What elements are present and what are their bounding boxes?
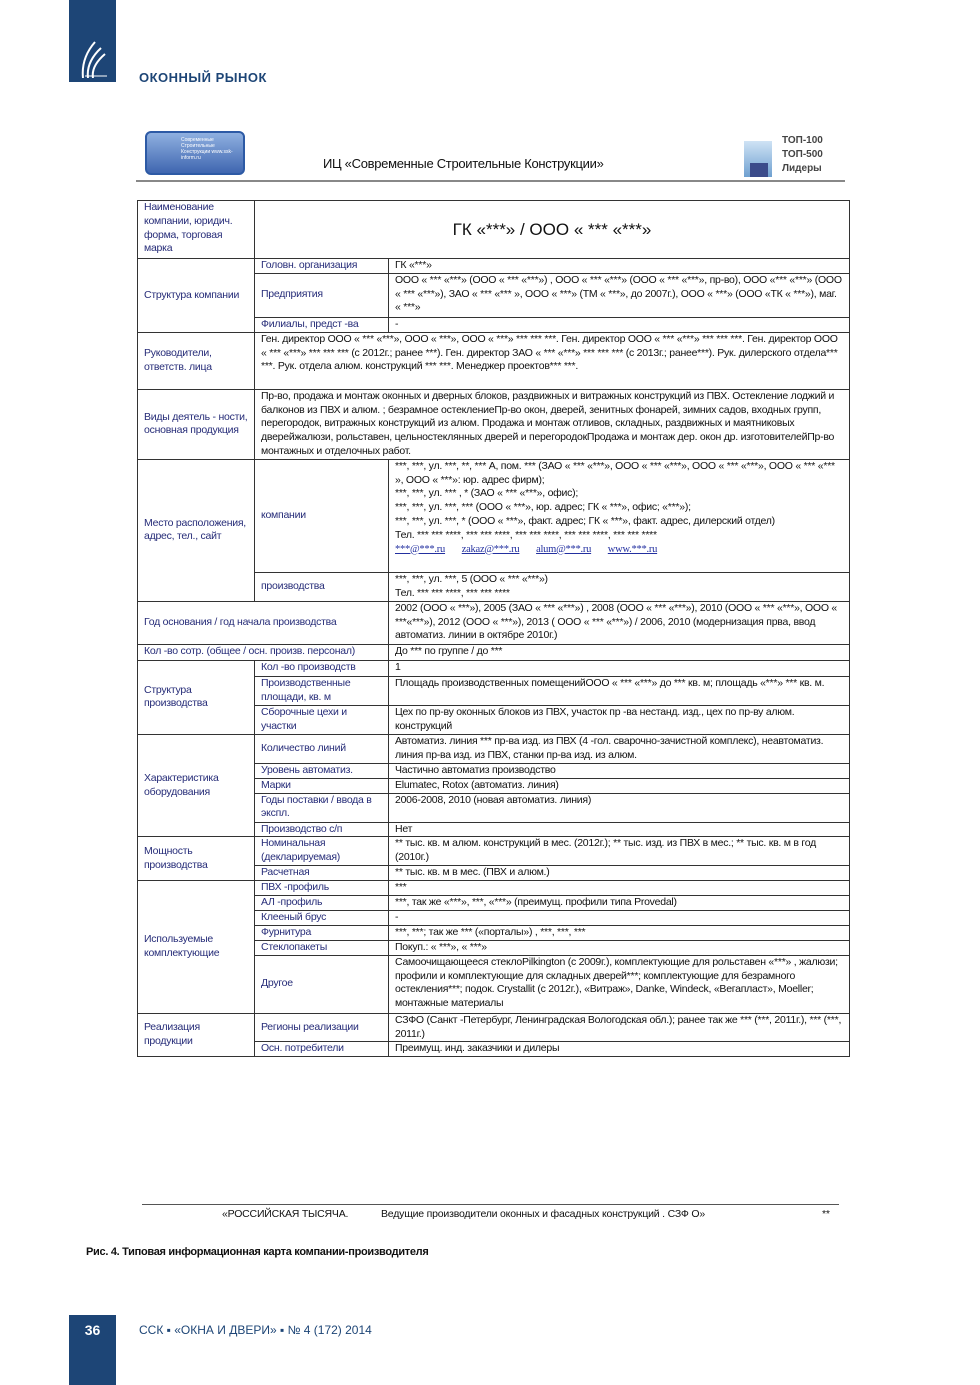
row-label: Структура производства: [138, 660, 255, 734]
row-label: Место расположения, адрес, тел., сайт: [138, 459, 255, 601]
row-value: ГК «***»: [389, 259, 850, 274]
table-row: [138, 734, 850, 763]
top-ratings-logo: [744, 135, 834, 179]
footer-left: «РОССИЙСКАЯ ТЫСЯЧА.: [222, 1208, 349, 1220]
company-name: ГК «***» / ООО « *** «***»: [255, 201, 850, 259]
magazine-logo-icon: [77, 38, 107, 78]
row-sublabel: компании: [255, 459, 389, 572]
row-value: Ген. директор ООО « *** «***», ООО « ***», ООО « ***» *** *** ***. Ген. директор ООО « *** «***» *** *** ***. Ген. директор ООО « *** «***» *** *** *** (с 2012г.; ранее ***). Ген. директор ЗАО « *** «***» *** *** *** (с 2013г.; ранее***). Рук. дилерского отдела*** ***. Рук. отдела алюм. конструкций *** ***. Менеджер проектов*** ***.: [255, 332, 850, 389]
address-line: ***, ***, ул. ***, 5 (ООО « *** «***»): [395, 572, 548, 585]
table-row: [138, 389, 850, 459]
figure-caption: Рис. 4. Типовая информационная карта компании-производителя: [86, 1246, 429, 1258]
row-sublabel: производства: [255, 572, 389, 601]
phone-line: Тел. *** *** ****, *** *** ****: [395, 586, 510, 599]
row-sublabel: Кол -во производств: [255, 660, 389, 676]
row-value: Преимущ. инд. заказчики и дилеры: [389, 1042, 850, 1057]
table-row: [138, 332, 850, 389]
row-sublabel: Сборочные цехи и участки: [255, 705, 389, 734]
table-row: [138, 259, 850, 274]
badge-leaders: Лидеры: [782, 163, 822, 174]
row-label: Используемые комплектующие: [138, 881, 255, 1014]
row-label: Кол -во сотр. (общее / осн. произв. персонал): [138, 644, 389, 660]
row-label: Наименование компании, юридич. форма, торговая марка: [138, 201, 255, 259]
row-value: 1: [389, 660, 850, 676]
row-sublabel: Фурнитура: [255, 925, 389, 940]
row-label: Виды деятель - ности, основная продукция: [138, 389, 255, 459]
row-value: До *** по группе / до ***: [389, 644, 850, 660]
address-line: ***, ***, ул. *** , * (ЗАО « *** «***», офис);: [395, 487, 579, 500]
document-header-title: ИЦ «Современные Строительные Конструкции»: [323, 156, 604, 171]
row-sublabel: Стеклопакеты: [255, 940, 389, 955]
badge-top100: ТОП-100: [782, 135, 823, 146]
row-sublabel: Головн. организация: [255, 259, 389, 274]
row-sublabel: Уровень автоматиз.: [255, 763, 389, 778]
row-value: Частично автоматиз производство: [389, 763, 850, 778]
row-label: Структура компании: [138, 259, 255, 333]
footer-divider: [142, 1204, 839, 1205]
row-value: ***: [389, 881, 850, 896]
house-icon: [744, 141, 772, 177]
row-sublabel: ПВХ -профиль: [255, 881, 389, 896]
row-value: Автоматиз. линия *** пр-ва изд. из ПВХ (4 -гол. сварочно-зачистной комплекс), неавтоматиз. линия пр-ва изд. из ПВХ, станки пр-ва изд. из алюм.: [389, 734, 850, 763]
header-divider: [136, 180, 845, 182]
row-value: ***, ***; так же *** («порталы») , ***, ***, ***: [389, 925, 850, 940]
row-value: Цех по пр-ву оконных блоков из ПВХ, участок пр -ва нестанд. изд., цех по пр-ву алюм. конструкций: [389, 705, 850, 734]
row-value: ** тыс. кв. м в мес. (ПВХ и алюм.): [389, 866, 850, 881]
row-label: Мощность производства: [138, 837, 255, 881]
row-value: СЗФО (Санкт -Петербург, Ленинградская Вологодская обл.); ранее так же *** (***, 2011г.), *** (***, 2011г.): [389, 1013, 850, 1042]
row-value: [389, 459, 850, 572]
email-link[interactable]: zakaz@***.ru: [461, 543, 520, 555]
row-sublabel: Осн. потребители: [255, 1042, 389, 1057]
email-link[interactable]: alum@***.ru: [536, 543, 592, 555]
section-title: ОКОННЫЙ РЫНОК: [139, 70, 267, 85]
row-value: Покуп.: « ***», « ***»: [389, 940, 850, 955]
row-value: ООО « *** «***» (ООО « *** «***») , ООО « *** «***» (ООО « *** «***», пр-во), ООО «*** «***» (ООО « *** «***»), ЗАО « *** «*** », ООО « ***» (ТМ « ***», до 2007г.), ООО « ***» (ООО «ТК « ***»), маг. « ***»: [389, 273, 850, 317]
row-value: Нет: [389, 822, 850, 837]
row-label: Год основания / год начала производства: [138, 601, 389, 644]
table-row: [138, 881, 850, 896]
badge-top500: ТОП-500: [782, 149, 823, 160]
row-sublabel: Номинальная (декларируемая): [255, 837, 389, 866]
contact-links: [395, 543, 843, 557]
journal-info: ССК ▪ «ОКНА И ДВЕРИ» ▪ № 4 (172) 2014: [139, 1323, 372, 1337]
footer-center: Ведущие производители оконных и фасадных конструкций . СЗФ О»: [381, 1208, 706, 1220]
row-value: 2006-2008, 2010 (новая автоматиз. линия): [389, 793, 850, 822]
address-line: ***, ***, ул. ***, * (ООО « ***», факт. адрес; ГК « ***», факт. адрес, дилерский отдел): [395, 514, 775, 527]
website-link[interactable]: www.***.ru: [607, 543, 658, 555]
company-info-card: [137, 200, 850, 1057]
row-sublabel: Регионы реализации: [255, 1013, 389, 1042]
row-label: Руководители, ответств. лица: [138, 332, 255, 389]
footer-right: **: [822, 1208, 830, 1220]
row-value: -: [389, 317, 850, 332]
row-sublabel: Клееный брус: [255, 910, 389, 925]
row-sublabel: Марки: [255, 778, 389, 793]
row-sublabel: Годы поставки / ввода в экспл.: [255, 793, 389, 822]
row-sublabel: Филиалы, предст -ва: [255, 317, 389, 332]
address-line: ***, ***, ул. ***, *** (ООО « ***», юр. адрес; ГК « ***», офис; «***»);: [395, 501, 691, 514]
row-sublabel: АЛ -профиль: [255, 896, 389, 911]
row-sublabel: Количество линий: [255, 734, 389, 763]
table-row: [138, 660, 850, 676]
row-value: ** тыс. кв. м алюм. конструкций в мес. (2012г.); ** тыс. изд. из ПВХ в мес.; ** тыс. кв. м в год (2010г.): [389, 837, 850, 866]
row-value: ***, так же «***», ***, «***» (преимущ. профили типа Provedal): [389, 896, 850, 911]
row-value: [389, 572, 850, 601]
row-sublabel: Производственные площади, кв. м: [255, 676, 389, 705]
section-color-bar: [69, 0, 116, 82]
page-number: 36: [69, 1315, 116, 1385]
row-value: Elumatec, Rotox (автоматиз. линия): [389, 778, 850, 793]
row-label: Характеристика оборудования: [138, 734, 255, 837]
row-value: Самоочищающееся стеклоPilkington (с 2009г.), комплектующие для рольставен «***» , жалюзи; профили и комплектующие для складных дверей***; комплектующие для безрамного остекления***; подок. Crystallit (с 2012г.), «Витраж», Danke, Windeck, «Вегапласт», Moeller; монтажные материалы: [389, 955, 850, 1013]
table-row: [138, 837, 850, 866]
row-sublabel: Производство с/п: [255, 822, 389, 837]
row-value: 2002 (ООО « ***»), 2005 (ЗАО « *** «***») , 2008 (ООО « *** «***»), 2010 (ООО « *** «***», ООО « ***«***»), 2012 (ООО « ***»), 2013 ( ООО « *** «***») / 2006, 2010 (модернизация прва, ввод автоматиз. линии в октябре 2010г.): [389, 601, 850, 644]
row-value: Пр-во, продажа и монтаж оконных и дверных блоков, раздвижных и витражных конструкций из ПВХ. Остекление лоджий и балконов из ПВХ и алюм. ; безрамное остеклениеПр-во окон, дверей, зенитных фонарей, зимних садов, входных групп, перегородок, витражных конструкций из алюм. Продажа и монтаж отливов, складных, раздвижных и маятниковых дверейжалюзи, рольставен, цельностеклянных дверей и перегородокПродажа и монтаж дер. окон др. изготовителейПр-во монтажных и отделочных работ.: [255, 389, 850, 459]
table-row: [138, 601, 850, 644]
table-row: [138, 644, 850, 660]
row-sublabel: Предприятия: [255, 273, 389, 317]
row-sublabel: Другое: [255, 955, 389, 1013]
table-row: [138, 1013, 850, 1042]
table-row: [138, 201, 850, 259]
email-link[interactable]: ***@***.ru: [395, 543, 446, 555]
table-row: [138, 459, 850, 572]
ssk-logo: Современные Строительные Конструкции www.ssk-inform.ru: [145, 131, 245, 175]
row-label: Реализация продукции: [138, 1013, 255, 1057]
row-value: Площадь производственных помещенийООО « *** «***» до *** кв. м; площадь «***» *** кв. м.: [389, 676, 850, 705]
address-line: ***, ***, ул. ***, **, *** А, пом. *** (ЗАО « *** «***», ООО « *** «***», ООО « *** «***», ООО « *** «*** », ООО « ***»: юр. адрес фирм);: [395, 459, 835, 486]
row-value: -: [389, 910, 850, 925]
row-sublabel: Расчетная: [255, 866, 389, 881]
phone-line: Тел. *** *** ****, *** *** ****, *** *** ****, *** *** ****, *** *** ****: [395, 528, 657, 541]
